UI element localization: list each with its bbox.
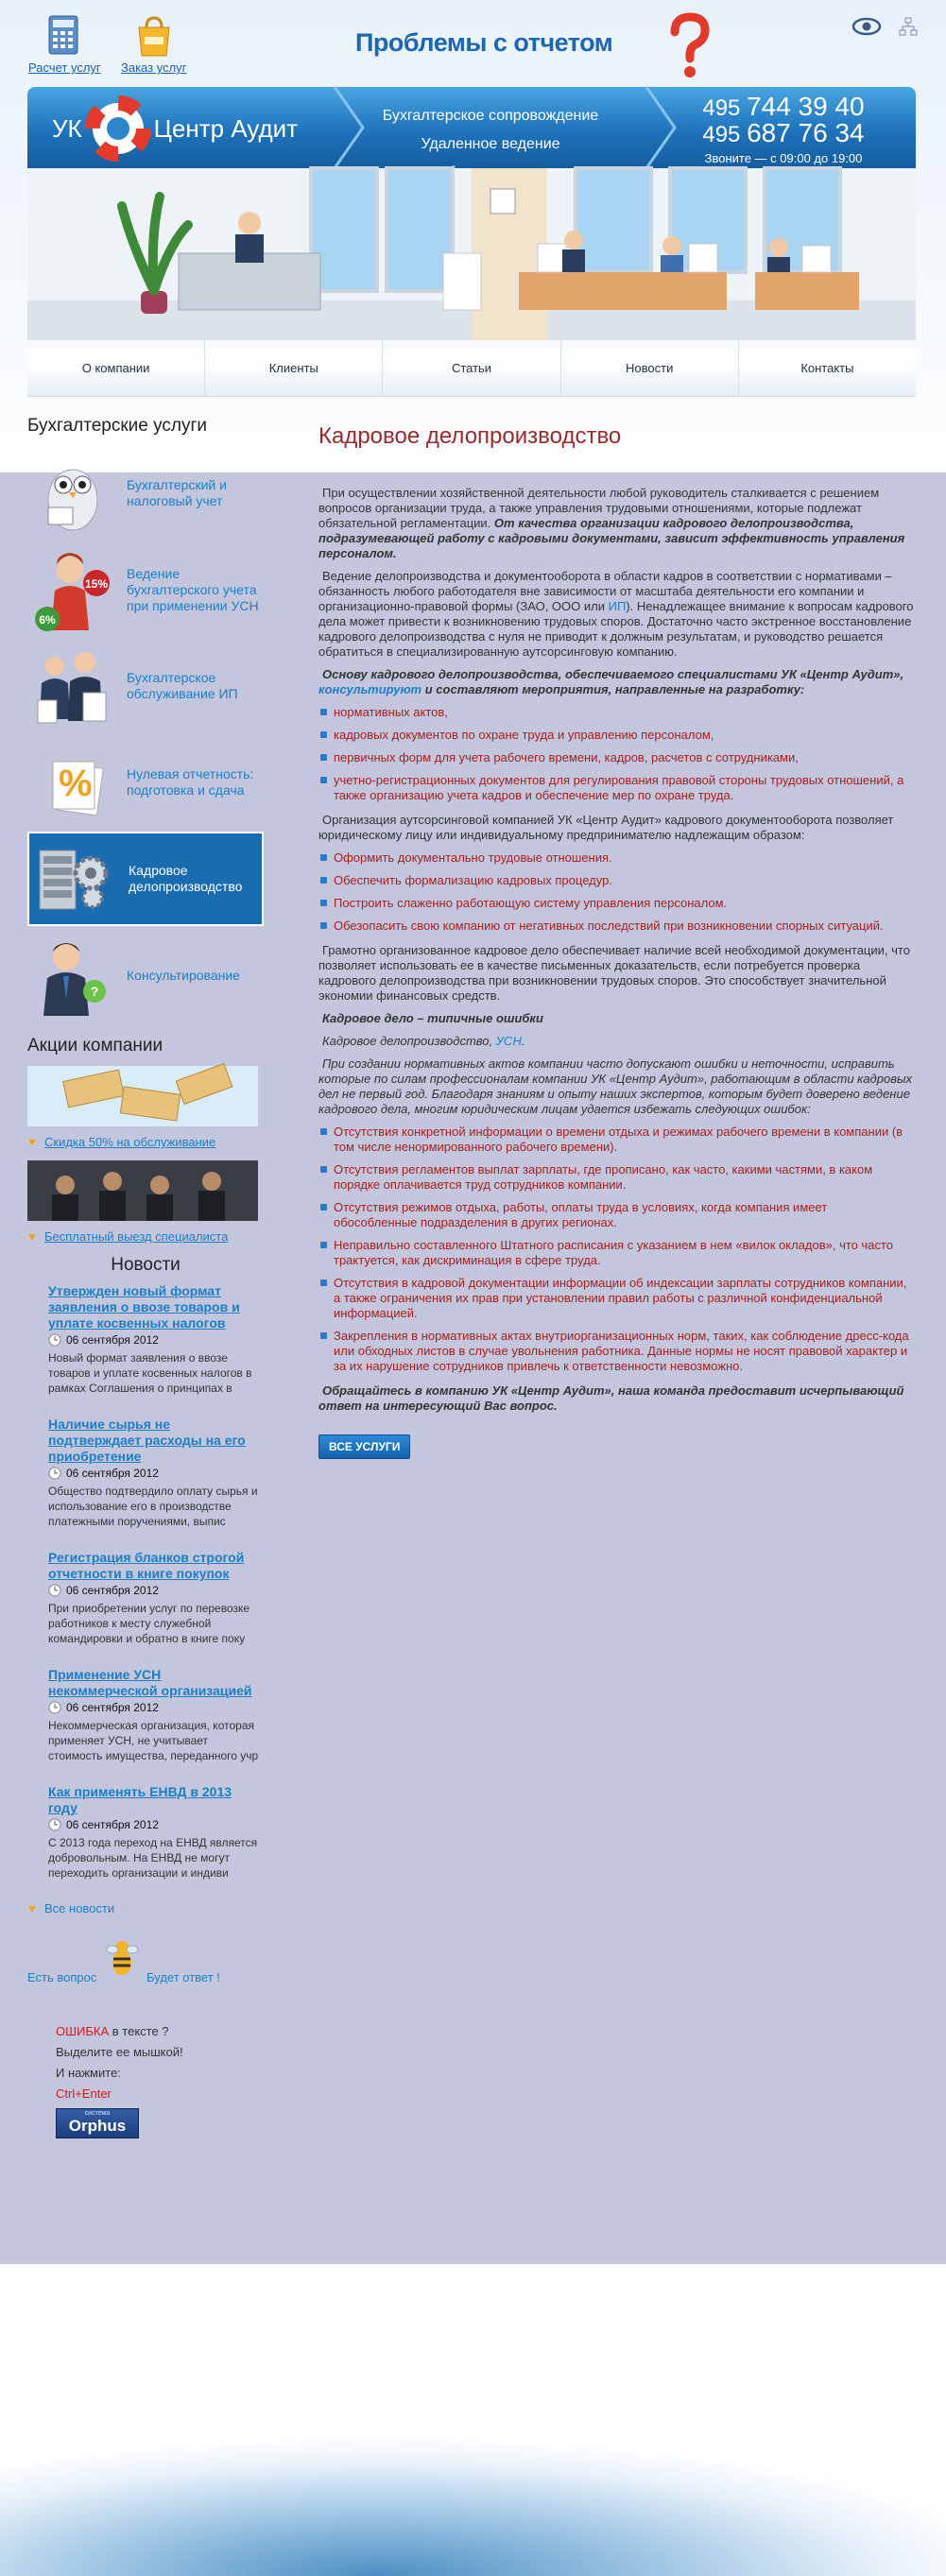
arrow-down-icon [27,1904,37,1914]
orphus-logo-text: Orphus [68,2117,127,2135]
paragraph: Организация аутсорсинговой компанией УК «Центр Аудит» кадрового документооборота позволяет юридическому лицу или индивидуальному предпринимателю надлежащим образом: [318,813,894,842]
promo-caption: Бесплатный выезд специалиста [44,1229,229,1244]
consulting-link[interactable]: консультируют [318,682,422,696]
news-item-date [48,1467,260,1480]
list-item: Неправильно составленного Штатного расписания с указанием в нем «вилок окладов», что часто трактуется, как дискриминация в сфере труда. [318,1238,914,1268]
all-services-button[interactable]: ВСЕ УСЛУГИ [318,1434,410,1459]
news-date: 06 сентября 2012 [66,1701,159,1714]
main-content [318,423,914,1459]
footer-wave-decoration [0,2264,946,2576]
promo-block [27,1066,264,1244]
sitemap-icon[interactable] [899,17,918,36]
paragraph-text: Ведение делопроизводства и документооборота в области кадров в соответствии с нормативами – обязанность любого работодателя вне зависимости от масштаба деятельности его компании и организационно-правовой формы (ЗАО, ООО или [318,569,892,613]
news-item-title[interactable]: Регистрация бланков строгой отчетности в книге покупок [48,1550,245,1581]
svg-text:?: ? [90,984,98,999]
eye-icon[interactable] [851,17,882,36]
paragraph: Грамотно организованное кадровое дело обеспечивает наличие всей необходимой документации, что позволяет использовать ее в качестве письменных доказательств, если потребуется проверка кадрового делопроизводства при возникновении трудовых споров. Это способствует значительной экономии финансовых средств. [318,943,910,1003]
service-label: Бухгалтерское обслуживание ИП [127,670,238,701]
news-item-title[interactable]: Наличие сырья не подтверждает расходы на его приобретение [48,1417,246,1464]
nav-item-about[interactable]: О компании [27,340,205,396]
news-item-date [48,1584,260,1597]
list-item: Отсутствия регламентов выплат зарплаты, где прописано, как часто, какими частями, в каком порядке оплачивается труд сотрудников компании. [318,1162,914,1193]
all-news [27,1901,264,1915]
service-consulting[interactable] [27,928,264,1022]
quick-link-label: Заказ услуг [121,60,187,75]
paragraph [318,667,914,697]
orphus-logo-caption: система [84,2110,111,2117]
paragraph [318,569,914,660]
list-item: Отсутствия конкретной информации о времени отдыха и режимах рабочего времени в компании (в том числе ненормированного рабочего времени). [318,1125,914,1155]
quick-link-label: Расчет услуг [28,60,101,75]
nav-item-contacts[interactable]: Контакты [800,361,854,375]
gears-cabinet-icon [29,834,119,924]
service-label: Бухгалтерский и налоговый учет [127,477,227,508]
header-divider-chevron [646,87,675,168]
service-usn-accounting[interactable] [27,542,264,637]
list-development [318,705,914,803]
nav-item-articles[interactable]: Статьи [383,340,560,396]
paragraph-text: и составляют мероприятия, направленные на разработку: [421,682,805,696]
list-benefits [318,850,914,934]
ask-question-link[interactable]: Есть вопрос [27,1970,97,1984]
paragraph [318,1034,914,1049]
bee-mascot-icon [105,1936,141,1980]
news-item-body: Новый формат заявления о ввозе товаров и уплате косвенных налогов в рамках Соглашения о принципах в [48,1351,252,1395]
list-item: Обезопасить свою компанию от негативных последствий при возникновении спорных ситуаций. [318,919,914,934]
phone-number: 687 76 34 [747,118,865,147]
hero-office-illustration [27,168,916,340]
promo-link-free-visit[interactable] [27,1229,264,1244]
arrow-down-icon [27,1232,37,1242]
clock-icon [48,1701,61,1714]
list-item: первичных форм для учета рабочего времени, кадров, расчетов с сотрудниками, [318,750,914,765]
top-bar [0,0,946,85]
news-item-body: С 2013 года переход на ЕНВД является добровольным. На ЕНВД не могут переходить организации и индиви [48,1836,258,1880]
service-label: Ведение бухгалтерского учета при применении УСН [127,565,259,613]
problems-title[interactable]: Проблемы с отчетом [355,28,613,57]
phone-1[interactable] [689,94,878,121]
list-item: Построить слаженно работающую систему управления персоналом. [318,896,914,911]
service-label: Кадровое делопроизводство [129,863,243,894]
all-news-link[interactable]: Все новости [44,1901,115,1915]
logo-prefix: УК [52,113,82,143]
list-item: Оформить документально трудовые отношения. [318,850,914,866]
list-errors [318,1125,914,1374]
orphus-logo[interactable] [56,2108,139,2138]
main-nav [27,340,916,397]
svg-text:%: % [58,763,93,804]
nav-item-news[interactable]: Новости [561,340,739,396]
service-ip-accounting[interactable] [27,639,264,733]
section-heading-errors: Кадровое дело – типичные ошибки [322,1011,543,1025]
sidebar-title: Бухгалтерские услуги [27,416,208,436]
phone-code: 495 [702,95,741,121]
orphus-line-2: Выделите ее мышкой! [56,2045,183,2059]
orphus-line-1 [56,2021,264,2042]
paragraph-text: . [521,1034,525,1048]
business-people-icon [27,642,117,731]
question-mark-icon [662,11,714,81]
clock-icon [48,1818,61,1831]
service-accounting-tax[interactable] [27,446,264,541]
list-item: учетно-регистрационных документов для регулирования правовой стороны трудовых отношений, а также организацию учета кадров и обеспечение мер по охране труда. [318,773,914,803]
site-logo[interactable] [52,98,298,159]
clock-icon [48,1467,61,1480]
header-service-1: Бухгалтерское сопровождение [382,108,599,124]
news-item-date [48,1701,260,1714]
clock-icon [48,1333,61,1347]
list-item: Отсутствия в кадровой документации информации об индексации зарплаты сотрудников компании, а также ограничения их прав при установлении правил работы с различной конфиденциальной информацией. [318,1276,914,1321]
owl-icon [27,449,117,539]
list-item: кадровых документов по охране труда и управлению персоналом, [318,728,914,743]
answer-link[interactable]: Будет ответ ! [146,1970,220,1984]
clock-icon [48,1584,61,1597]
sidebar [27,416,264,2138]
orphus-block [56,2021,264,2138]
service-label: Консультирование [127,967,240,983]
promo-banner-meeting[interactable] [27,1160,258,1221]
paragraph [318,486,914,561]
phone-2[interactable] [689,118,878,147]
paragraph-text: Кадровое делопроизводство, [322,1034,496,1048]
quick-link-calculate[interactable] [28,13,101,75]
ip-link[interactable]: ИП [608,599,627,613]
news-title: Новости [111,1255,181,1275]
list-item: Закрепления в нормативных актах внутриорганизационных норм, таких, как соблюдение дресс-кода или обходных листов в случае увольнения работника. Данные нормы не носят правовой характер и за их нарушение сотрудников привлечь к ответственности невозможно. [318,1329,914,1374]
logo-name: Центр Аудит [153,113,299,143]
news-item-title[interactable]: Применение УСН некоммерческой организацией [48,1667,252,1698]
page-title: Кадровое делопроизводство [318,423,622,449]
percent-papers-icon [27,738,117,828]
arrow-down-icon [27,1138,37,1147]
news-item-date [48,1333,260,1347]
list-item: Отсутствия режимов отдыха, работы, оплаты труда в условиях, когда компания имеет обособленные подразделения в других регионах. [318,1200,914,1230]
paragraph-text: Основу кадрового делопроизводства, обеспечиваемого специалистами УК «Центр Аудит», [322,667,904,681]
orphus-shortcut: Ctrl+Enter [56,2087,112,2101]
phone-code: 495 [702,122,741,147]
orphus-error-word: ОШИБКА [56,2024,110,2038]
calculator-icon [44,13,84,59]
header-divider-chevron [335,87,363,168]
news-date: 06 сентября 2012 [66,1333,159,1347]
news-item-title[interactable]: Утвержден новый формат заявления о ввозе товаров и уплате косвенных налогов [48,1283,240,1331]
news-list [27,1283,264,1880]
phone-number: 744 39 40 [747,92,865,121]
orphus-text: в тексте ? [109,2024,169,2038]
promo-banner-money[interactable] [27,1066,258,1126]
news-item-date [48,1818,260,1831]
news-item [48,1417,260,1529]
paragraph-emphasis: От качества организации кадрового делопроизводства, подразумевающей работу с кадровыми документами, зависит эффективность управления персоналом. [318,516,905,560]
consultant-icon [27,931,117,1021]
header-service-2: Удаленное ведение [421,136,560,152]
top-icons [851,17,918,36]
paragraph-text: При осуществлении хозяйственной деятельности любой руководитель сталкивается с решением вопросов организации труда, а также управления трудовыми отношениями, которые подлежат обязательной регламентации. [318,486,880,530]
svg-text:6%: 6% [38,612,56,627]
header-phones [689,94,878,165]
paragraph-text: ). Ненадлежащее внимание к вопросам кадрового дела может привести к возникновению трудовых споров. Достаточно часто экстренное восстановление кадрового делопроизводства с нуля не приводит к должным результатам, и руководство решается обратиться в специализированную аутсорсинговую компанию. [318,599,914,659]
news-item [48,1784,260,1880]
promo-title: Акции компании [27,1036,163,1056]
paragraph: Обращайтесь в компанию УК «Центр Аудит», наша команда предоставит исчерпывающий ответ на интересующий Вас вопрос. [318,1383,904,1413]
news-date: 06 сентября 2012 [66,1584,159,1597]
service-zero-reporting[interactable] [27,735,264,830]
news-item-body: При приобретении услуг по перевозке работников к месту служебной командировки и обратно в книге поку [48,1602,250,1645]
promo-caption: Скидка 50% на обслуживание [44,1135,216,1149]
service-label: Нулевая отчетность: подготовка и сдача [127,766,254,798]
usn-link[interactable]: УСН [495,1034,522,1048]
svg-text:15%: 15% [84,576,108,591]
news-item-body: Общество подтвердило оплату сырья и использование его в производстве платежными поручениями, выпис [48,1485,258,1528]
quick-link-order[interactable] [121,13,186,75]
ask-question-block [27,1936,264,1993]
list-item: Обеспечить формализацию кадровых процедур. [318,873,914,888]
nav-item-clients[interactable]: Клиенты [205,340,383,396]
news-item-body: Некоммерческая организация, которая применяет УСН, не учитывает стоимость имущества, переданного учр [48,1719,259,1762]
news-item-title[interactable]: Как применять ЕНВД в 2013 году [48,1784,232,1815]
site-header [27,87,916,168]
lifebuoy-icon [88,98,148,159]
paragraph: При создании нормативных актов компании часто допускают ошибки и неточности, исправить которые по силам профессионалам компании УК «Центр Аудит», работающим в области кадровых дел не первый год. Благодаря знаниям и опыту наших экспертов, которым будет доверено ведение кадрового дела, многим юридическим лицам удается избежать следующих ошибок: [318,1056,913,1116]
promo-link-discount[interactable] [27,1135,264,1149]
news-date: 06 сентября 2012 [66,1467,159,1480]
news-date: 06 сентября 2012 [66,1818,159,1831]
shopping-bag-icon [134,13,174,59]
news-item [48,1667,260,1763]
orphus-line-3: И нажмите: [56,2066,121,2080]
news-item [48,1283,260,1396]
working-hours: Звоните — с 09:00 до 19:00 [704,151,863,165]
news-item [48,1550,260,1646]
woman-percent-icon [27,545,117,635]
list-item: нормативных актов, [318,705,914,720]
service-hr-records[interactable] [27,832,264,926]
